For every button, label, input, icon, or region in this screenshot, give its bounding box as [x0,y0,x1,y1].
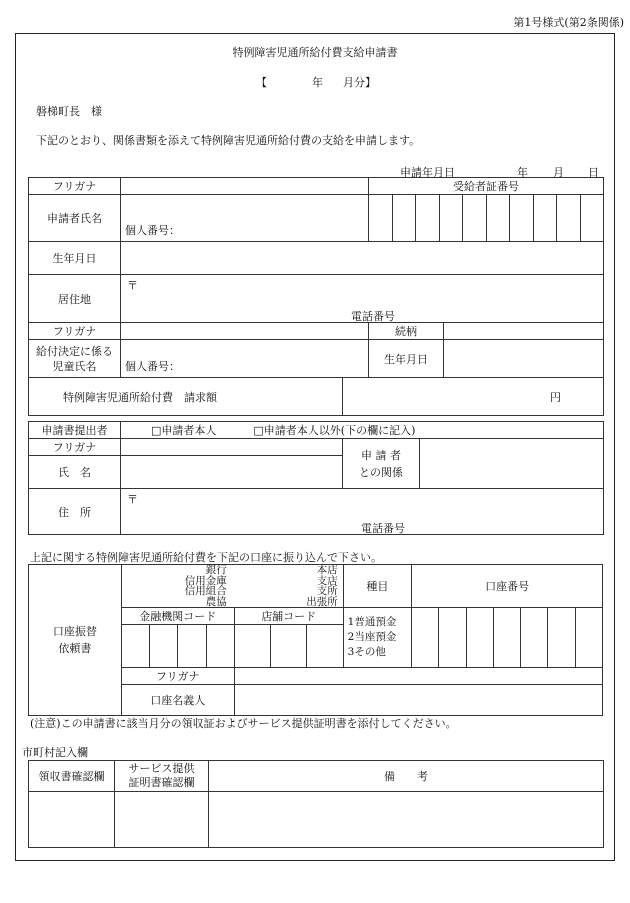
account-holder-label: 口座名義人 [121,685,234,716]
application-date-label: 申請年月日 [400,166,455,179]
branch-type-main: 本店 [316,564,338,576]
account-digit-3[interactable] [466,608,493,668]
municipal-table [28,760,604,848]
period-month: 月分】 [343,76,376,89]
submitter-relation-line1: 申 請 者 [361,448,401,462]
submitter-option-self[interactable]: □申請者本人 [151,424,217,437]
branch-code-digit-1[interactable] [234,625,270,668]
remarks-label: 備 考 [209,761,604,792]
account-holder-field[interactable] [234,685,602,716]
account-type-options[interactable] [343,608,412,668]
bank-label [29,565,122,716]
branch-types [272,565,338,607]
institution-code-label: 金融機関コード [121,608,234,625]
submitter-relation-label [343,439,420,489]
account-type-label: 種目 [343,565,412,608]
account-type-ordinary: 1普通預金 [347,616,397,628]
service-check-line2: 証明書確認欄 [128,776,195,789]
submitter-option-other[interactable]: □申請者本人以外(下の欄に記入) [253,424,416,437]
submitter-table [28,421,604,535]
branch-code-digit-2[interactable] [271,625,307,668]
recipient-number-label: 受給者証番号 [369,178,604,195]
claim-yen-label: 円 [550,390,561,404]
municipal-title: 市町村記入欄 [22,746,88,759]
bank-label-line1: 口座振替 [52,625,97,638]
applicant-name-label: 申請者氏名 [29,195,121,242]
branch-code-digit-3[interactable] [307,625,343,668]
period-year: 年 [312,76,323,89]
receipt-check-field[interactable] [29,792,115,848]
submitter-name-field[interactable] [121,456,343,489]
branch-code-label: 店舗コード [234,608,343,625]
claim-amount-label: 特例障害児通所給付費 請求額 [29,378,343,416]
inst-code-digit-3[interactable] [178,625,206,668]
recipient-number-boxes[interactable] [369,195,604,242]
submitter-options [121,422,604,439]
account-digit-5[interactable] [521,608,548,668]
form-title: 特例障害児通所給付費支給申請書 [232,46,398,59]
child-name-label-line1: 給付決定に係る [36,344,113,358]
period-open: 【 [256,76,267,89]
inst-code-digit-4[interactable] [206,625,234,668]
application-date-day: 日 [588,166,599,179]
child-name-label [29,340,121,378]
account-type-other: 3その他 [347,646,386,658]
applicant-name-field[interactable] [121,195,369,242]
receipt-check-label: 領収書確認欄 [29,761,115,792]
submitter-address-label: 住 所 [29,489,121,535]
submitter-label: 申請書提出者 [29,422,121,439]
inst-type-nokyo: 農協 [205,595,227,608]
child-furigana-field[interactable] [121,323,369,340]
application-date-month: 月 [553,166,564,179]
submitter-furigana-field[interactable] [121,439,343,456]
service-check-line1: サービス提供 [128,762,195,775]
account-digit-4[interactable] [493,608,520,668]
application-date-year: 年 [517,166,528,179]
inst-code-digit-1[interactable] [121,625,149,668]
inst-type-shinkumi: 信用組合 [184,585,227,597]
service-check-field[interactable] [115,792,209,848]
child-name-label-line2: 児童氏名 [52,359,97,373]
holder-furigana-label: フリガナ [121,668,234,685]
child-relation-label: 続柄 [369,323,444,340]
applicant-address-label: 居住地 [29,275,121,323]
addressee: 磐梯町長 様 [36,105,102,118]
applicant-personal-number-label: 個人番号： [125,224,180,237]
applicant-postal-mark: 〒 [127,279,138,292]
submitter-phone-label: 電話番号 [361,522,405,535]
applicant-address-field[interactable] [121,275,604,323]
holder-furigana-field[interactable] [234,668,602,685]
child-personal-number-label: 個人番号： [125,360,180,373]
inst-code-digit-2[interactable] [150,625,178,668]
branch-type-branch: 支店 [316,574,338,587]
account-number-label: 口座番号 [412,565,603,608]
bank-name-field[interactable] [121,565,343,608]
inst-type-shinkin: 信用金庫 [184,574,227,587]
attachment-note: (注意)この申請書に該当月分の領収証およびサービス提供証明書を添付してください。 [30,717,457,730]
bank-label-line2: 依頼書 [58,642,92,655]
bank-intro: 上記に関する特例障害児通所給付費を下記の口座に振り込んで下さい。 [30,551,382,564]
account-digit-6[interactable] [548,608,575,668]
remarks-field[interactable] [209,792,604,848]
institution-types [122,565,227,607]
applicant-birthdate-label: 生年月日 [29,242,121,275]
claim-amount-field[interactable] [343,378,604,416]
child-furigana-label: フリガナ [29,323,121,340]
account-digit-2[interactable] [439,608,466,668]
submitter-name-label: 氏 名 [29,456,121,489]
submitter-relation-line2: との関係 [359,465,403,479]
applicant-furigana-label: フリガナ [29,178,121,195]
account-type-current: 2当座預金 [347,631,397,643]
submitter-address-field[interactable] [121,489,604,535]
branch-type-sub: 支所 [316,585,338,597]
applicant-birthdate-field[interactable] [121,242,604,275]
form-number: 第1号様式(第2条関係) [513,16,624,29]
service-check-label [115,761,209,792]
applicant-table [28,177,604,416]
account-digit-1[interactable] [412,608,439,668]
child-birthdate-label: 生年月日 [369,340,444,378]
account-digit-7[interactable] [575,608,602,668]
submitter-relation-field[interactable] [420,439,604,489]
inst-type-bank: 銀行 [205,564,227,576]
submitter-postal-mark: 〒 [127,493,138,506]
bank-table [28,564,603,716]
submitter-furigana-label: フリガナ [29,439,121,456]
applicant-furigana-field[interactable] [121,178,369,195]
child-relation-field[interactable] [444,323,604,340]
child-name-field[interactable] [121,340,369,378]
applicant-phone-label: 電話番号 [351,310,395,323]
child-birthdate-field[interactable] [444,340,604,378]
branch-type-office: 出張所 [306,595,338,608]
intro-text: 下記のとおり、関係書類を添えて特例障害児通所給付費の支給を申請します。 [36,134,421,147]
